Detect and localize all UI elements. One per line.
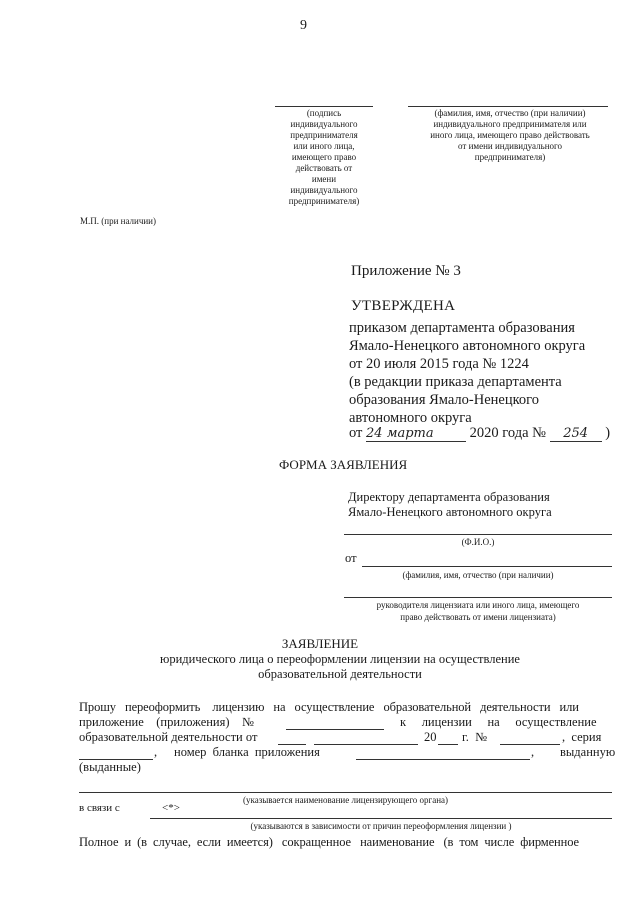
reason-caption: (указываются в зависимости от причин переоформления лицензии ) (250, 821, 512, 831)
authority-field (79, 792, 612, 793)
reason-label: в связи с (79, 802, 120, 814)
from-label: от (345, 551, 357, 565)
license-number-field (500, 744, 560, 745)
authority-caption: (указывается наименование лицензирующего органа) (242, 795, 449, 805)
form-title: ФОРМА ЗАЯВЛЕНИЯ (279, 457, 408, 472)
from-caption: (фамилия, имя, отчество (при наличии) (402, 570, 554, 580)
from-line (362, 566, 612, 567)
paragraph-line-2b: к лицензии на осуществление (400, 715, 597, 729)
paragraph-line-5: (выданные) (79, 760, 141, 774)
signature-caption: (подпись индивидуального предпринимателя или иного лица, имеющего право действовать от имени индивидуального предпринимателя) (288, 108, 360, 206)
approval-text: приказом департамента образования Ямало-Ненецкого автономного округа от 20 июля 2015 года № 1224 (в редакции приказа департамента образования Ямало-Ненецкого автономного округа (349, 320, 586, 426)
blank-number-field (356, 759, 530, 760)
paragraph-line-1: Прошу переоформить лицензию на осуществление образовательной деятельности или (79, 700, 579, 714)
signature-line (275, 106, 373, 107)
paragraph-line-4c: , (531, 745, 535, 759)
handwritten-date: 24 марта (366, 426, 466, 442)
paragraph-line-3a: образовательной деятельности от (79, 730, 258, 744)
application-title: ЗАЯВЛЕНИЕ (281, 636, 359, 651)
paragraph-line-4d: выданную (560, 745, 616, 759)
role-caption-2: право действовать от имени лицензиата) (400, 612, 556, 622)
license-year-field (438, 744, 458, 745)
approval-date-line: от 24 марта 2020 года № 254 ) (349, 425, 611, 441)
role-caption-1: руководителя лицензиата или иного лица, имеющего (376, 600, 580, 610)
paragraph-last-line: Полное и (в случае, если имеется) сокращенное наименование (в том числе фирменное (79, 835, 579, 849)
name-line (408, 106, 608, 107)
seal-note: М.П. (при наличии) (80, 216, 156, 226)
paragraph-line-4b: номер бланка приложения (174, 745, 320, 759)
application-subtitle-2: образовательной деятельности (258, 667, 422, 681)
fio-line (344, 534, 612, 535)
fio-caption: (Ф.И.О.) (461, 537, 495, 547)
appendix-number-field (286, 729, 384, 730)
reason-marker: <*> (162, 802, 180, 814)
page-number: 9 (300, 18, 307, 33)
paragraph-line-4a: , (154, 745, 158, 759)
paragraph-line-2a: приложение (приложения) № (79, 715, 254, 729)
role-line (344, 597, 612, 598)
name-caption: (фамилия, имя, отчество (при наличии) индивидуального предпринимателя или иного лица, имеющего право действовать от имени индивидуального предпринимателя) (430, 108, 590, 162)
appendix-label: Приложение № 3 (351, 263, 461, 279)
paragraph-line-3c: г. № (462, 730, 488, 744)
application-subtitle-1: юридического лица о переоформлении лицензии на осуществление (160, 652, 520, 666)
paragraph-line-3d: , серия (562, 730, 602, 744)
addressee-line-2: Ямало-Ненецкого автономного округа (348, 505, 552, 519)
approved-label: УТВЕРЖДЕНА (351, 298, 456, 314)
year-prefix: 20 (424, 730, 437, 744)
license-month-field (314, 744, 418, 745)
handwritten-number: 254 (550, 426, 602, 442)
addressee-line-1: Директору департамента образования (348, 490, 550, 504)
reason-field (150, 818, 612, 819)
